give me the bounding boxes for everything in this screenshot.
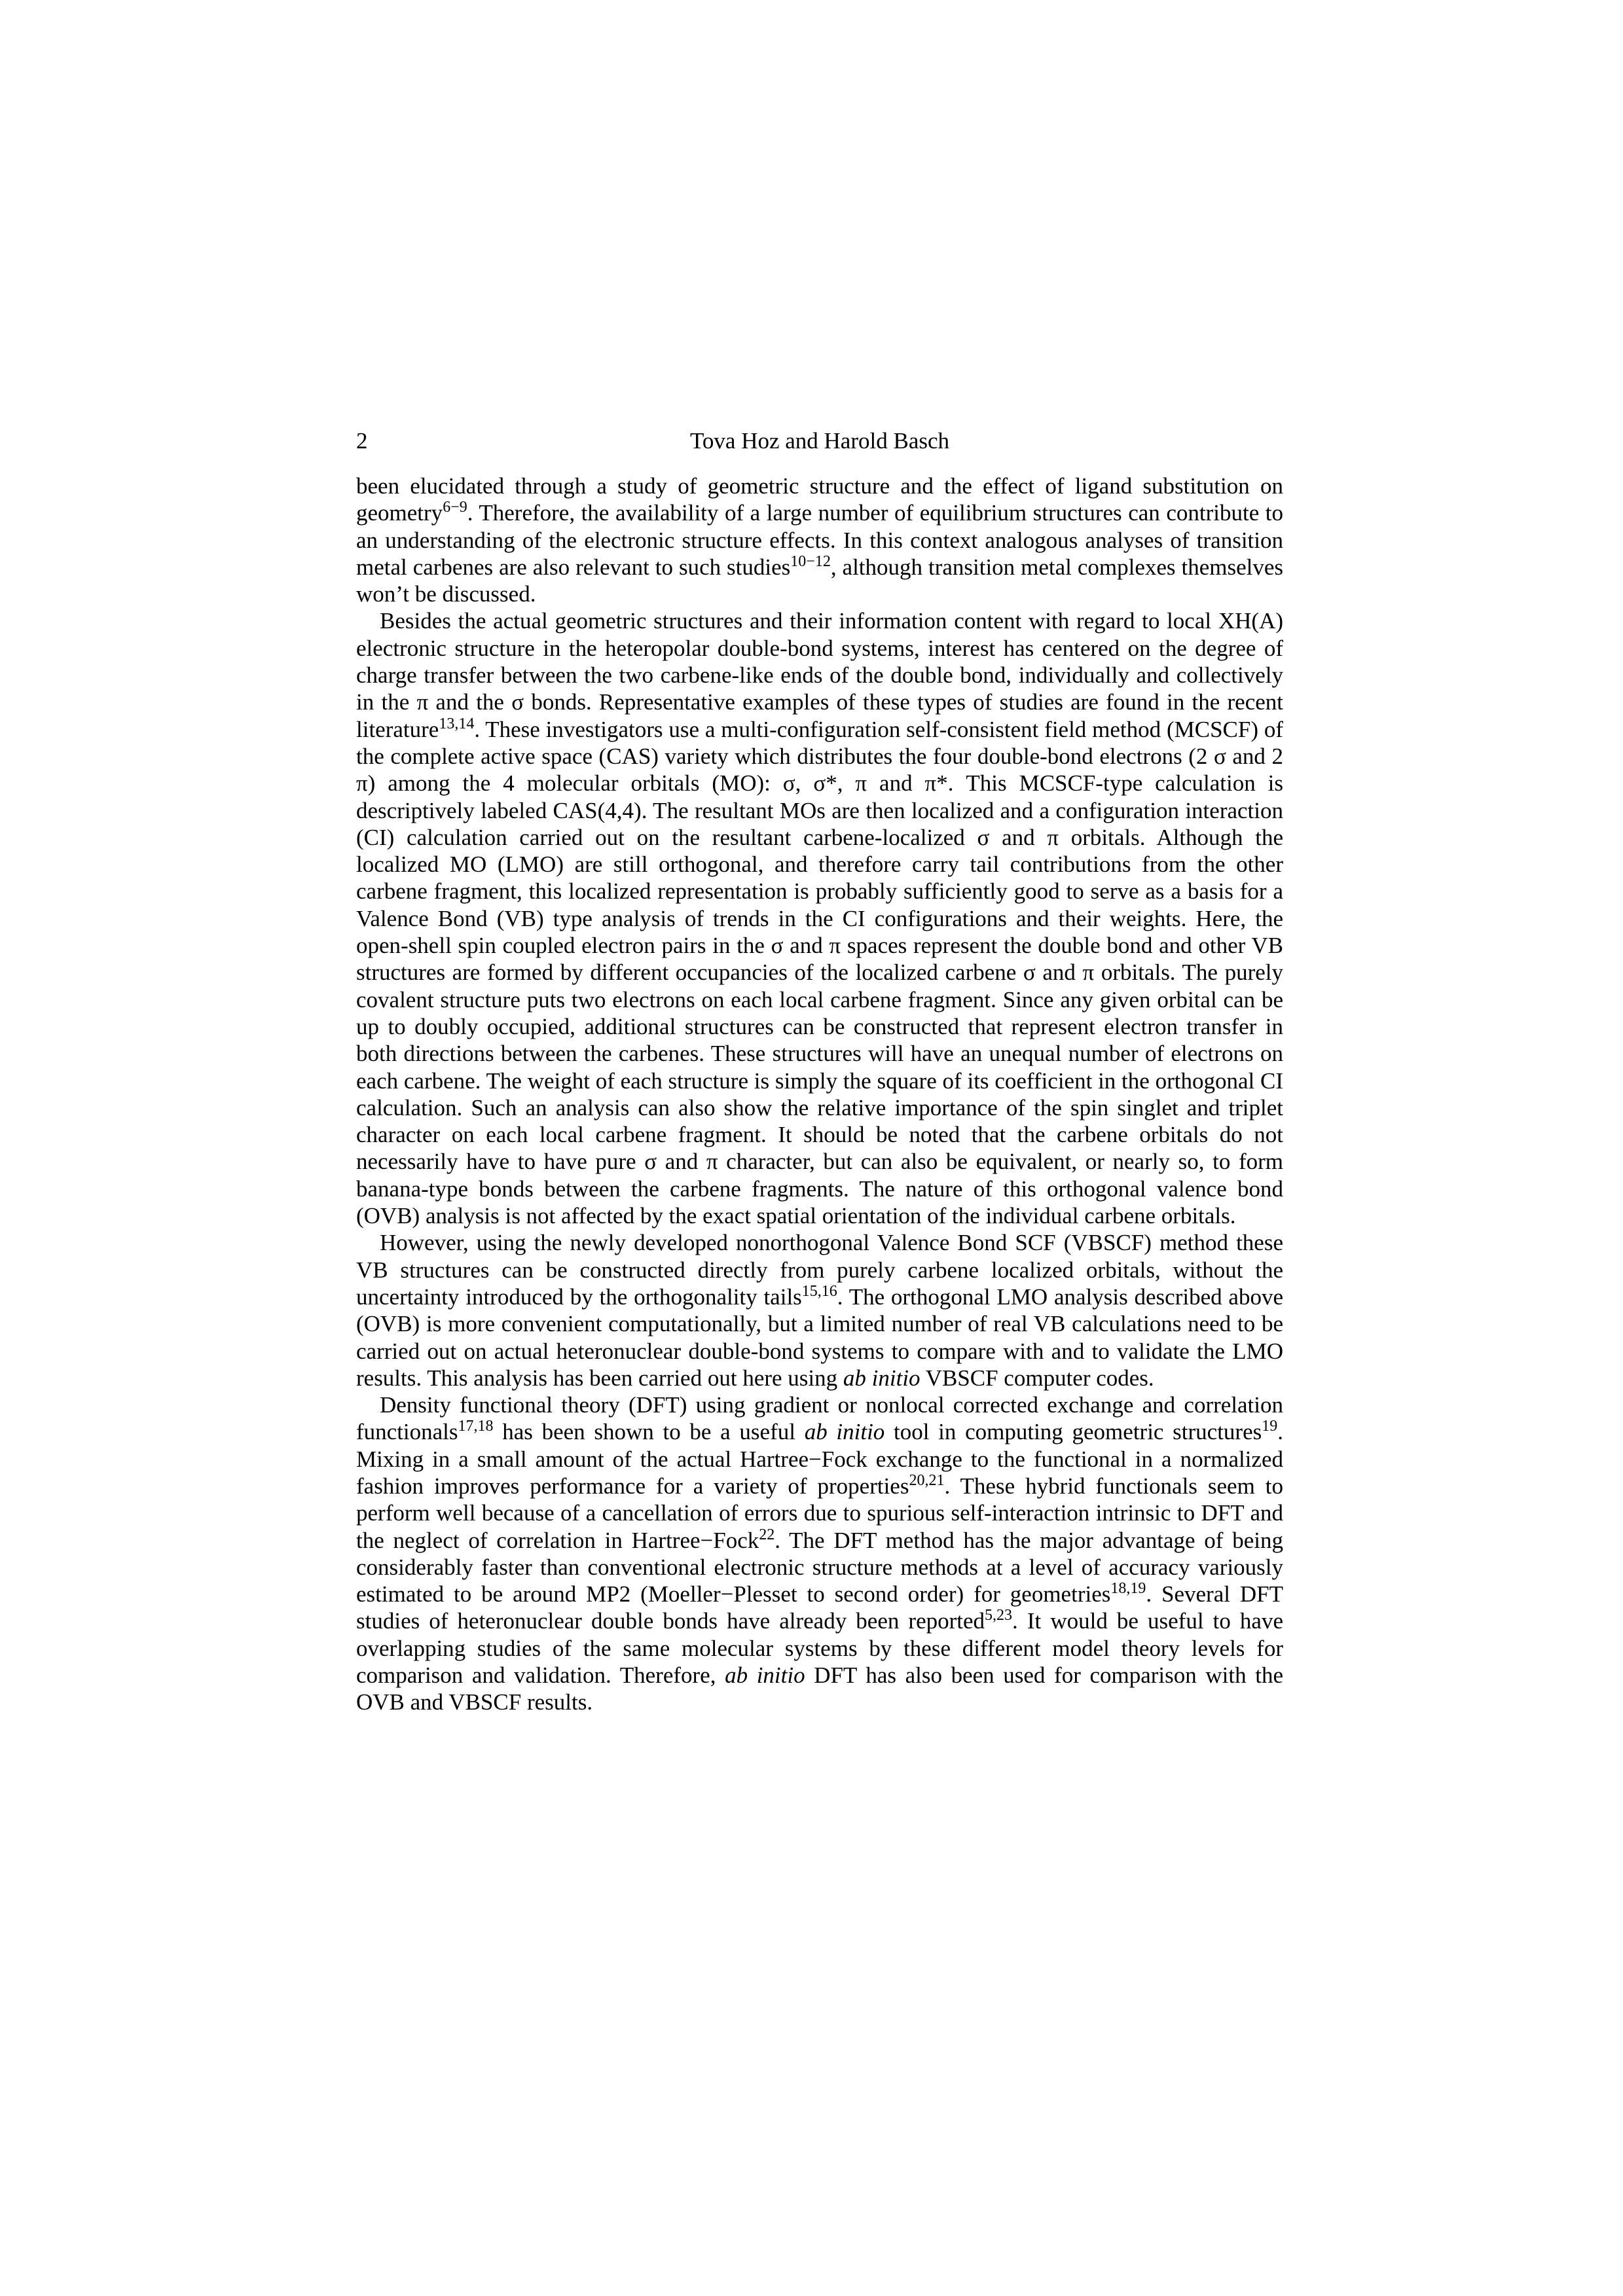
text-run: tool in computing geometric structures bbox=[884, 1419, 1262, 1445]
text-run: Density functional theory (DFT) using gradient or nonlocal corrected exchange and correlation functionals bbox=[356, 1392, 1283, 1445]
text-run: . Mixing in a small amount of the actual Hartree−Fock exchange to the functional in a normalized fashion improves performance for a variety of properties bbox=[356, 1419, 1283, 1499]
body-text bbox=[356, 473, 1283, 1716]
text-run: has been shown to be a useful bbox=[493, 1419, 805, 1445]
citation-ref: 6−9 bbox=[443, 499, 467, 516]
text-run: DFT has also been used for comparison with the OVB and VBSCF results. bbox=[356, 1662, 1283, 1715]
paragraph-1 bbox=[356, 473, 1283, 607]
italic-term: ab initio bbox=[725, 1662, 805, 1689]
citation-ref: 15,16 bbox=[801, 1282, 837, 1300]
text-run: However, using the newly developed nonorthogonal Valence Bond SCF (VBSCF) method these VB structures can be constructed directly from purely carbene localized orbitals, without the uncertainty introduced by the orthogonality tails bbox=[356, 1230, 1283, 1310]
italic-term: ab initio bbox=[804, 1419, 885, 1445]
text-run: . These investigators use a multi-configuration self-consistent field method (MCSCF) of the complete active space (CAS) variety which distributes the four double-bond electrons (2 σ and 2 π) among the 4 molecular orbitals (MO): σ, σ*, π and π*. This MCSCF-type calculation is descriptively labeled CAS(4,4). The resultant MOs are then localized and a configuration interaction (CI) calculation carried out on the resultant carbene-localized σ and π orbitals. Although the localized MO (LMO) are still orthogonal, and therefore carry tail contributions from the other carbene fragment, this localized representation is probably sufficiently good to serve as a basis for a Valence Bond (VB) type analysis of trends in the CI configurations and their weights. Here, the open-shell spin coupled electron pairs in the σ and π spaces represent the double bond and other VB structures are formed by different occupancies of the localized carbene σ and π orbitals. The purely covalent structure puts two electrons on each local carbene fragment. Since any given orbital can be up to doubly occupied, additional structures can be constructed that represent electron transfer in both directions between the carbenes. These structures will have an unequal number of electrons on each carbene. The weight of each structure is simply the square of its coefficient in the orthogonal CI calculation. Such an analysis can also show the relative importance of the spin singlet and triplet character on each local carbene fragment. It should be noted that the carbene orbitals do not necessarily have to have pure σ and π character, but can also be equivalent, or nearly so, to form banana-type bonds between the carbene fragments. The nature of this orthogonal valence bond (OVB) analysis is not affected by the exact spatial orientation of the individual carbene orbitals. bbox=[356, 716, 1283, 1229]
text-run: . The orthogonal LMO analysis described above (OVB) is more convenient computationally, but a limited number of real VB calculations need to be carried out on actual heteronuclear double-bond systems to compare with and to validate the LMO results. This analysis has been carried out here using bbox=[356, 1283, 1283, 1391]
citation-ref: 19 bbox=[1262, 1418, 1278, 1435]
text-run: . Therefore, the availability of a large number of equilibrium structures can contribute to an understanding of the electronic structure effects. In this context analogous analyses of transition metal carbenes are also relevant to such studies bbox=[356, 500, 1283, 580]
text-run: VBSCF computer codes. bbox=[920, 1365, 1154, 1391]
italic-term: ab initio bbox=[843, 1365, 921, 1391]
text-run: , although transition metal complexes themselves won’t be discussed. bbox=[356, 554, 1283, 607]
citation-ref: 13,14 bbox=[439, 715, 475, 732]
citation-ref: 10−12 bbox=[790, 552, 831, 570]
citation-ref: 5,23 bbox=[985, 1607, 1013, 1624]
citation-ref: 20,21 bbox=[909, 1471, 945, 1489]
text-run: . It would be useful to have overlapping studies of the same molecular systems by these different model theory levels for comparison and validation. Therefore, bbox=[356, 1608, 1284, 1689]
text-run: Besides the actual geometric structures and their information content with regard to local XH(A) electronic structure in the heteropolar double-bond systems, interest has centered on the degree of charge transfer between the two carbene-like ends of the double bond, individually and collectively in the π and the σ bonds. Representative examples of these types of studies are found in the recent literature bbox=[356, 608, 1283, 742]
text-run: . Several DFT studies of heteronuclear double bonds have already been reported bbox=[356, 1581, 1283, 1634]
text-run: . The DFT method has the major advantage of being considerably faster than conventional electronic structure methods at a level of accuracy variously estimated to be around MP2 (Moeller−Plesset to second order) for geometries bbox=[356, 1527, 1283, 1607]
paragraph-4 bbox=[356, 1391, 1283, 1716]
running-head: Tova Hoz and Harold Basch bbox=[689, 428, 950, 454]
page-number: 2 bbox=[356, 428, 368, 454]
citation-ref: 22 bbox=[759, 1526, 775, 1543]
page-header bbox=[356, 422, 1283, 461]
citation-ref: 17,18 bbox=[458, 1418, 494, 1435]
text-run: been elucidated through a study of geometric structure and the effect of ligand substitution on geometry bbox=[356, 473, 1283, 526]
paragraph-2 bbox=[356, 607, 1283, 1229]
paragraph-3 bbox=[356, 1229, 1283, 1391]
text-run: . These hybrid functionals seem to perform well because of a cancellation of errors due to spurious self-interaction intrinsic to DFT and the neglect of correlation in Hartree−Fock bbox=[356, 1473, 1283, 1553]
citation-ref: 18,19 bbox=[1110, 1580, 1146, 1598]
